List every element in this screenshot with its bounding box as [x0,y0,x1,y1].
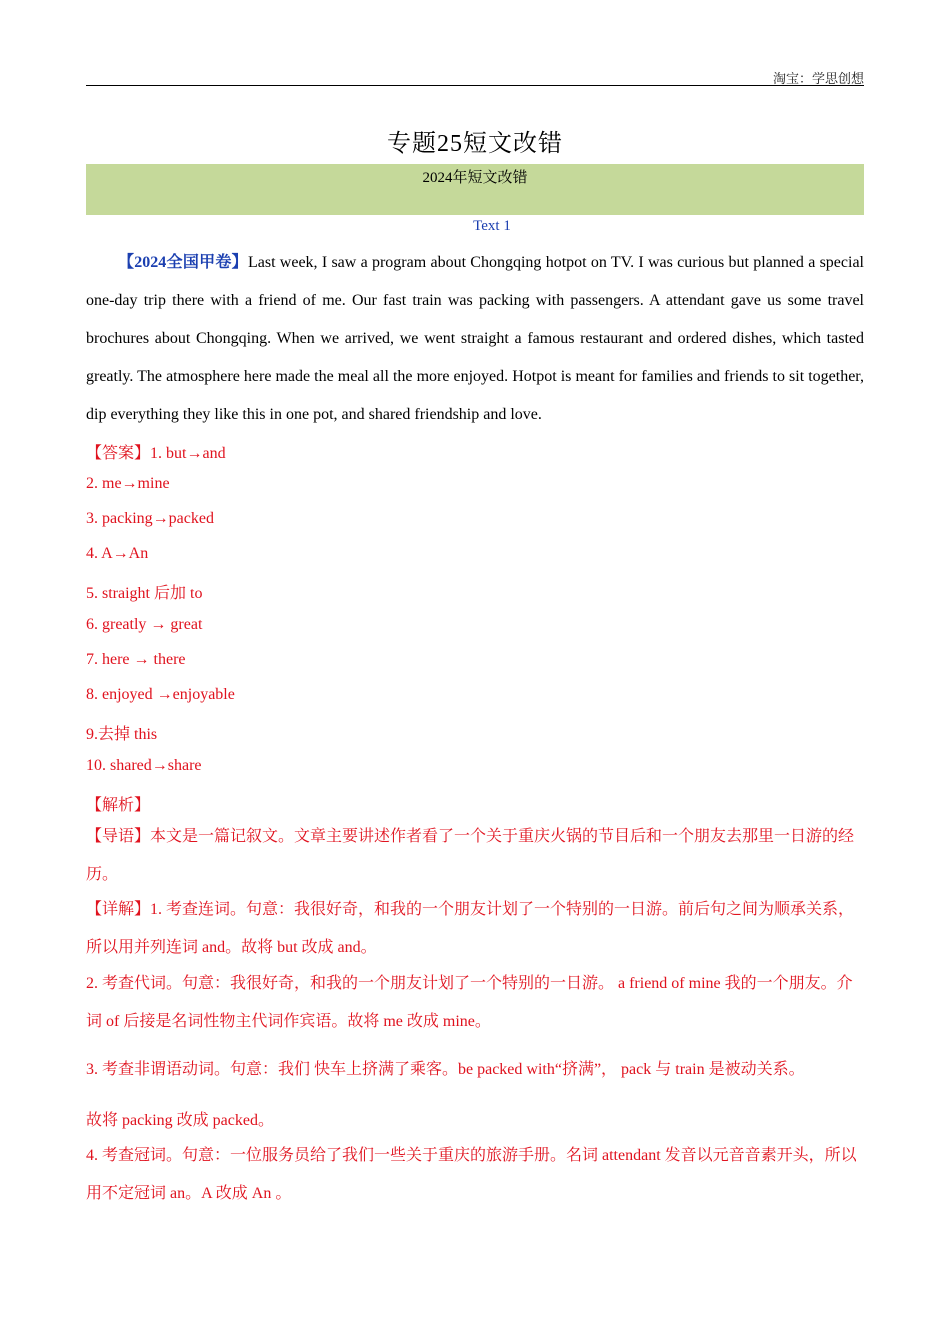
passage-source: 【2024全国甲卷】 [118,254,248,271]
answer-item: 7. here → there [86,651,186,668]
answer-item: 8. enjoyed →enjoyable [86,686,235,703]
answer-item: 10. shared→share [86,757,202,774]
guide-text: 本文是一篇记叙文。文章主要讲述作者看了一个关于重庆火锅的节目后和一个朋友去那里一日游的经历。 [86,828,855,883]
passage-body: Last week, I saw a program about Chongqing hotpot on TV. I was curious but planned a special one-day trip there with a friend of me. Our fast train was packing with passengers. A attendant gave us some travel brochures about Chongqing. When we arrived, we went straight a famous restaurant and ordered dishes, which tasted greatly. The atmosphere here made the meal all the more enjoyed. Hotpot is meant for families and friends to sit together, dip everything they like this in one pot, and shared friendship and love. [86,254,864,423]
answer-line-1 [86,440,226,463]
guide-paragraph [86,818,864,894]
detail-text-1: 1. 考查连词。句意：我很好奇，和我的一个朋友计划了一个特别的一日游。前后句之间为顺承关系，所以用并列连词 and。故将 but 改成 and。 [86,901,855,956]
answer-item: 2. me→mine [86,475,170,492]
answer-item: 3. packing→packed [86,510,214,527]
passage-paragraph [86,244,864,434]
answer-item: 1. but→and [150,445,226,462]
answer-item: 6. greatly → great [86,616,203,633]
section-band [86,164,864,215]
guide-label: 【导语】 [86,828,151,845]
header-divider [86,85,864,86]
answer-item: 5. straight 后加 to [86,585,203,602]
detail-paragraph-3-line-1: 3. 考查非谓语动词。句意：我们 快车上挤满了乘客。be packed with“挤满”， pack 与 train 是被动关系。 [86,1061,805,1078]
page-title: 专题25短文改错 [387,131,563,157]
answer-item: 4. A→An [86,545,149,562]
detail-paragraph-4: 4. 考查冠词。句意：一位服务员给了我们一些关于重庆的旅游手册。名词 attendant 发音以元音音素开头，所以用不定冠词 an。A 改成 An 。 [86,1147,857,1202]
detail-paragraph-3-line-2: 故将 packing 改成 packed。 [86,1112,274,1129]
answer-item: 9.去掉 this [86,726,158,743]
detail-paragraph-2: 2. 考查代词。句意：我很好奇，和我的一个朋友计划了一个特别的一日游。 a friend of mine 我的一个朋友。介词 of 后接是名词性物主代词作宾语。故将 me 改成 mine。 [86,975,853,1030]
answer-label: 【答案】 [86,445,151,462]
header-source-text: 淘宝：学思创想 [772,71,864,86]
section-band-title: 2024年短文改错 [422,170,528,186]
detail-label: 【详解】 [86,901,151,918]
text-label: Text 1 [473,218,511,234]
analysis-label: 【解析】 [86,797,151,814]
detail-paragraph-1 [86,891,864,967]
